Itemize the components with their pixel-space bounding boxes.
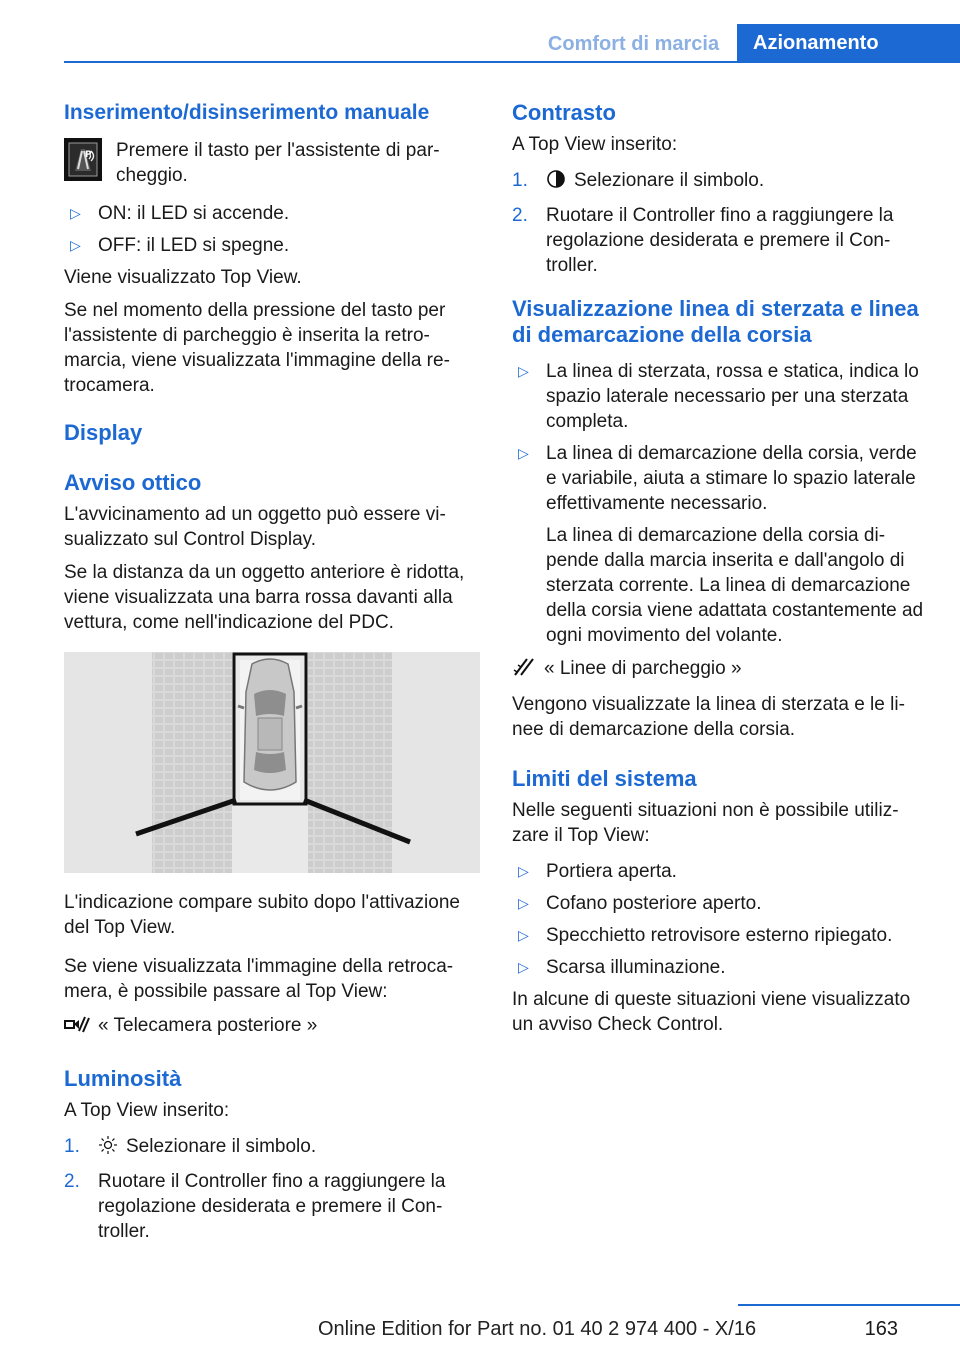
- bullet-text: Portiera aperta.: [546, 861, 677, 882]
- list-item: [512, 359, 928, 434]
- parking-lines-menu-row: [512, 656, 928, 684]
- avviso-text-2: Se la distanza da un oggetto anteriore è ridotta, viene visualizzata una barra rossa davanti alla vettura, come nell'indicazione del PDC.: [64, 562, 465, 633]
- led-bullet-list: [64, 201, 480, 258]
- button-instruction: Premere il tasto per l'assistente di parcheggio.: [116, 140, 440, 186]
- reverse-gear-text: Se nel momento della pressione del tasto per l'assistente di parcheggio è inserita la retromarcia, viene visualizzata l'immagine della retrocamera.: [64, 300, 450, 396]
- list-item: [64, 1134, 480, 1162]
- limits-heading: Limiti del sistema: [512, 766, 697, 791]
- edition-footer: Online Edition for Part no. 01 40 2 974 400 - X/16: [318, 1318, 757, 1340]
- avviso-text-1: L'avvicinamento ad un oggetto può essere visualizzato sul Control Display.: [64, 504, 446, 550]
- topview-car-image: [64, 652, 480, 873]
- lines-bullet-list: [512, 359, 928, 516]
- step-number: 2.: [64, 1171, 80, 1192]
- after-figure-text-2: Se viene visualizzata l'immagine della retrocamera, è possibile passare al Top View:: [64, 956, 454, 1002]
- triangle-bullet-icon: ▷: [70, 237, 81, 253]
- after-figure-text-1: L'indicazione compare subito dopo l'attivazione del Top View.: [64, 892, 460, 938]
- header-rule: [64, 61, 960, 63]
- triangle-bullet-icon: ▷: [518, 927, 529, 943]
- bullet-text: Specchietto retrovisore esterno ripiegato.: [546, 925, 893, 946]
- triangle-bullet-icon: ▷: [518, 895, 529, 911]
- limits-outro: In alcune di queste situazioni viene visualizzato un avviso Check Control.: [512, 989, 911, 1035]
- lines-extra-text: La linea di demarcazione della corsia dipende dalla marcia inserita e dall'angolo di sterzata corrente. La linea di demarcazione della corsia viene adattata costantemente ad ogni movimento del volante.: [546, 525, 924, 646]
- step-number: 2.: [512, 205, 528, 226]
- parking-button-row: [64, 138, 480, 188]
- topview-illustration: [64, 652, 480, 873]
- list-item: [64, 201, 480, 226]
- parking-lines-label: « Linee di parcheggio »: [544, 658, 742, 679]
- list-item: [512, 923, 928, 948]
- page-header: [0, 0, 960, 64]
- triangle-bullet-icon: ▷: [518, 363, 529, 379]
- step-text: Ruotare il Controller fino a raggiungere la regolazione desiderata e premere il Controller.: [546, 205, 894, 276]
- triangle-bullet-icon: ▷: [70, 205, 81, 221]
- header-section-tab: Comfort di marcia: [547, 33, 720, 55]
- svg-text:P: P: [85, 150, 92, 160]
- limits-bullet-list: [512, 859, 928, 980]
- footer-rule: [738, 1304, 960, 1306]
- limits-intro: Nelle seguenti situazioni non è possibile utilizzare il Top View:: [512, 800, 899, 846]
- bullet-text: La linea di demarcazione della corsia, verde e variabile, aiuta a stimare lo spazio laterale effettivamente necessario.: [546, 443, 917, 514]
- luminosita-intro: A Top View inserito:: [64, 1100, 230, 1121]
- list-item: [512, 441, 928, 516]
- topview-shown-text: Viene visualizzato Top View.: [64, 267, 302, 288]
- list-item: [512, 955, 928, 980]
- lines-heading: Visualizzazione linea di sterzata e linea di demarcazione della corsia: [512, 296, 919, 347]
- parking-lines-icon: [512, 657, 536, 684]
- manual-heading: Inserimento/disinserimento manuale: [64, 101, 430, 124]
- list-item: [64, 1169, 480, 1244]
- triangle-bullet-icon: ▷: [518, 959, 529, 975]
- list-item: [64, 233, 480, 258]
- contrast-circle-icon: [546, 169, 566, 196]
- brightness-sun-icon: [98, 1135, 118, 1162]
- display-heading: Display: [64, 420, 143, 445]
- step-text: Selezionare il simbolo.: [126, 1136, 317, 1157]
- header-chapter-tab: [737, 24, 960, 63]
- list-item: [512, 168, 928, 196]
- page-number: 163: [864, 1318, 898, 1340]
- parking-assistant-button-icon: [64, 138, 102, 181]
- step-text: Ruotare il Controller fino a raggiungere la regolazione desiderata e premere il Controller.: [98, 1171, 446, 1242]
- bullet-text: OFF: il LED si spegne.: [98, 235, 290, 256]
- luminosita-steps: [64, 1134, 480, 1244]
- rear-camera-icon: [64, 1014, 90, 1041]
- right-column: [512, 100, 928, 1037]
- contrasto-steps: [512, 168, 928, 278]
- triangle-bullet-icon: ▷: [518, 863, 529, 879]
- bullet-text: ON: il LED si accende.: [98, 203, 290, 224]
- left-column: [64, 100, 480, 1251]
- list-item: [512, 891, 928, 916]
- camera-menu-row: [64, 1013, 480, 1041]
- contrasto-intro: A Top View inserito:: [512, 134, 678, 155]
- parking-lines-text: Vengono visualizzate la linea di sterzata e le linee di demarcazione della corsia.: [512, 694, 905, 740]
- list-item: [512, 203, 928, 278]
- avviso-heading: Avviso ottico: [64, 470, 202, 495]
- contrasto-heading: Contrasto: [512, 100, 616, 125]
- bullet-text: Scarsa illuminazione.: [546, 957, 726, 978]
- luminosita-heading: Luminosità: [64, 1066, 182, 1091]
- list-item: [512, 859, 928, 884]
- bullet-text: Cofano posteriore aperto.: [546, 893, 762, 914]
- step-text: Selezionare il simbolo.: [574, 170, 765, 191]
- bullet-text: La linea di sterzata, rossa e statica, indica lo spazio laterale necessario per una sterzata completa.: [546, 361, 919, 432]
- camera-menu-label: « Telecamera posteriore »: [98, 1015, 318, 1036]
- header-chapter-label: Azionamento: [753, 32, 879, 54]
- step-number: 1.: [512, 170, 528, 191]
- step-number: 1.: [64, 1136, 80, 1157]
- triangle-bullet-icon: ▷: [518, 445, 529, 461]
